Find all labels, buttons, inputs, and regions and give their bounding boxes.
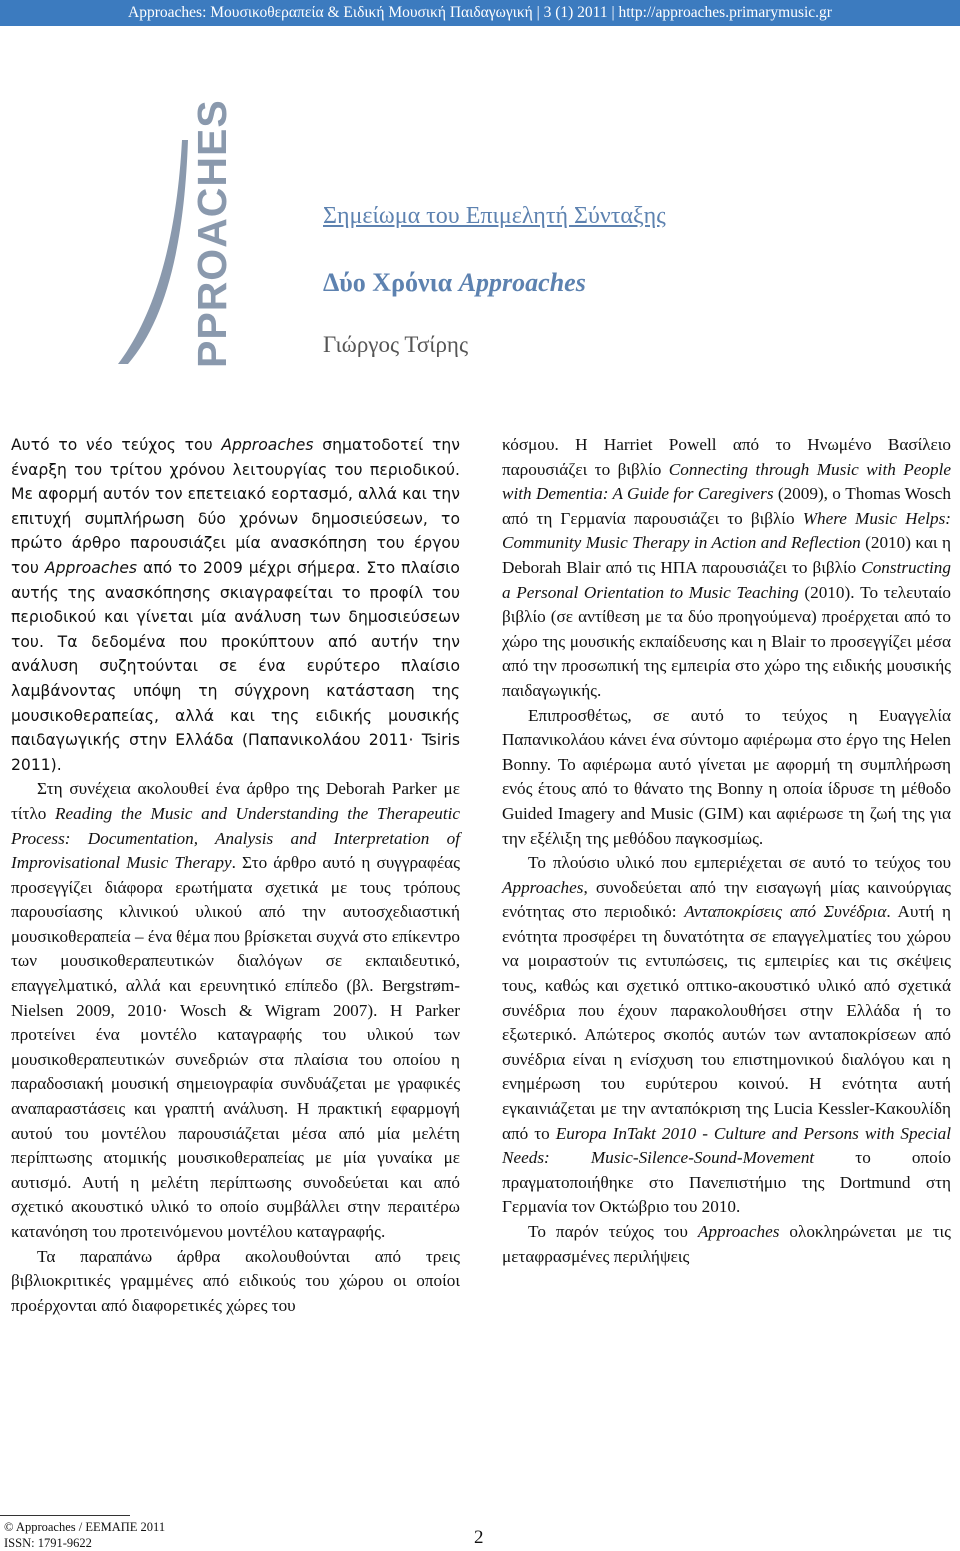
logo-wordmark: PPROACHES (189, 99, 235, 368)
right-paragraph-1: κόσμου. Η Harriet Powell από το Ηνωμένο Βασίλειο παρουσιάζει το βιβλίο Connecting through Music with People with Dementia: A Guide for Caregivers (2009), ο Thomas Wosch από τη Γερμανία παρουσιάζει το βιβλίο Where Music Helps: Community Music Therapy in Action and Reflection (2010) και η Deborah Blair από τις ΗΠΑ παρουσιάζει το βιβλίο Constructing a Personal Orientation to Music Teaching (2010). Το τελευταίο βιβλίο (σε αντίθεση με τα δύο προηγούμενα) προέρχεται από το χώρο της μουσικής εκπαίδευσης και η Blair το προσεγγίζει μέσα από την προσωπική της εμπειρία στο χώρο της ειδικής μουσικής παιδαγωγικής. (502, 435, 952, 700)
right-paragraph-2: Επιπροσθέτως, σε αυτό το τεύχος η Ευαγγελία Παπανικολάου κάνει ένα σύντομο αφιέρωμα στο έργο της Helen Bonny. Το αφιέρωμα αυτό γίνεται με αφορμή τη συμπλήρωση ενός έτους από το θάνατο της Bonny η οποία ίδρυσε τη μέθοδο Guided Imagery and Music (GIM) και αφιέρωσε τη ζωή της για την εξέλιξη της μεθόδου παγκοσμίως. (502, 705, 951, 848)
footer (4, 1519, 165, 1551)
left-paragraph-1: Αυτό το νέο τεύχος του Approaches σηματοδοτεί την έναρξη του τρίτου χρόνου λειτουργίας του περιοδικού. Με αφορμή αυτόν τον επετειακό εορτασμό, αλλά και την επιτυχή συμπλήρωση δύο χρόνων δημοσιεύσεων, το πρώτο άρθρο παρουσιάζει μία ανασκόπηση του έργου του Approaches από το 2009 μέχρι σήμερα. Στο πλαίσιο αυτής της ανασκόπησης σκιαγραφείται το προφίλ του περιοδικού και γίνεται μία ανάλυση των δημοσιεύσεων του. Τα δεδομένα που προκύπτουν από αυτήν την ανάλυση συζητούνται σε ένα ευρύτερο πλαίσιο λαμβάνοντας υπόψη τη σύγχρονη κατάσταση της μουσικοθεραπείας, αλλά και της ειδικής μουσικής παιδαγωγικής στην Ελλάδα (Παπανικολάου 2011· Tsiris 2011). (11, 436, 460, 774)
right-paragraph-4: Το παρόν τεύχος του Approaches ολοκληρώνεται με τις μεταφρασμένες περιλήψεις (502, 1222, 951, 1266)
footer-issn: ISSN: 1791-9622 (4, 1536, 92, 1550)
footer-copyright: © Approaches / ΕΕΜΑΠΕ 2011 (4, 1520, 166, 1534)
article-title (323, 268, 586, 298)
article-author: Γιώργος Τσίρης (323, 332, 469, 357)
title-italic: Approaches (458, 268, 586, 297)
left-paragraph-3: Τα παραπάνω άρθρα ακολουθούνται από τρεις βιβλιοκριτικές γραμμένες από ειδικούς του χώρου οι οποίοι προέρχονται από διαφορετικές χώρες του (11, 1246, 460, 1315)
page-number: 2 (474, 1527, 484, 1548)
right-column (502, 433, 951, 1269)
journal-header-banner: Approaches: Μουσικοθεραπεία & Ειδική Μουσική Παιδαγωγική | 3 (1) 2011 | http://approaches.primarymusic.gr (0, 0, 960, 26)
left-column (11, 433, 460, 1318)
title-prefix: Δύο Χρόνια (323, 268, 459, 297)
right-paragraph-3: Το πλούσιο υλικό που εμπεριέχεται σε αυτό το τεύχος του Approaches, συνοδεύεται από την εισαγωγή μίας καινούργιας ενότητας στο περιοδικό: Ανταποκρίσεις από Συνέδρια. Αυτή η ενότητα προσφέρει τη δυνατότητα σε επαγγελματίες του χώρου να μοιραστούν τις εντυπώσεις, τις εμπειρίες και τις σκέψεις τους, καθώς και σχετικό οπτικο-ακουστικό υλικό από σχετικά συνέδρια που έχουν παρακολουθήσει στην Ελλάδα ή το εξωτερικό. Απώτερος σκοπός αυτών των ανταποκρίσεων από συνέδρια είναι η ενίσχυση του επιστημονικού διαλόγου και η ενημέρωση του ευρύτερου κοινού. Η ενότητα αυτή εγκαινιάζεται με την ανταπόκριση της Lucia Kessler-Κακουλίδη από το Europa InTakt 2010 - Culture and Persons with Special Needs: Music-Silence-Sound-Movement το οποίο πραγματοποιήθηκε στο Πανεπιστήμιο της Dortmund στη Γερμανία τον Οκτώβριο του 2010. (502, 853, 952, 1217)
footer-divider (0, 1515, 130, 1516)
section-label: Σημείωμα του Επιμελητή Σύνταξης (323, 203, 666, 229)
left-paragraph-2: Στη συνέχεια ακολουθεί ένα άρθρο της Deborah Parker με τίτλο Reading the Music and Understanding the Therapeutic Process: Documentation, Analysis and Interpretation of Improvisational Music Therapy. Στο άρθρο αυτό η συγγραφέας προσεγγίζει διάφορα ερωτήματα σχετικά με τους τρόπους παρουσίασης κλινικού υλικού από την αυτοσχεδιαστική μουσικοθεραπεία – ένα θέμα που βρίσκεται συχνά στο επίκεντρο των μουσικοθεραπευτικών διαλόγων σε εκπαιδευτικό, επαγγελματικό, αλλά και ερευνητικό επίπεδο (βλ. Bergstrøm-Nielsen 2009, 2010· Wosch & Wigram 2007). Η Parker προτείνει ένα μοντέλο καταγραφής του υλικού των μουσικοθεραπευτικών συνεδριών στα πλαίσια του οποίου η παραδοσιακή μουσική σημειογραφία συνδυάζεται με γραφικές αναπαραστάσεις και γραπτή ανάλυση. Η πρακτική εφαρμογή αυτού του μοντέλου παρουσιάζεται μέσα από μία μελέτη περίπτωσης ατομικής μουσικοθεραπείας με μία γυναίκα με αυτισμό. Αυτή η μελέτη περίπτωσης συνοδεύεται και από σχετικό ακουστικό υλικό το οποίο συμβάλλει στην περαιτέρω κατανόηση του προτεινόμενου μοντέλου καταγραφής. (11, 779, 460, 1241)
approaches-logo (110, 99, 235, 372)
